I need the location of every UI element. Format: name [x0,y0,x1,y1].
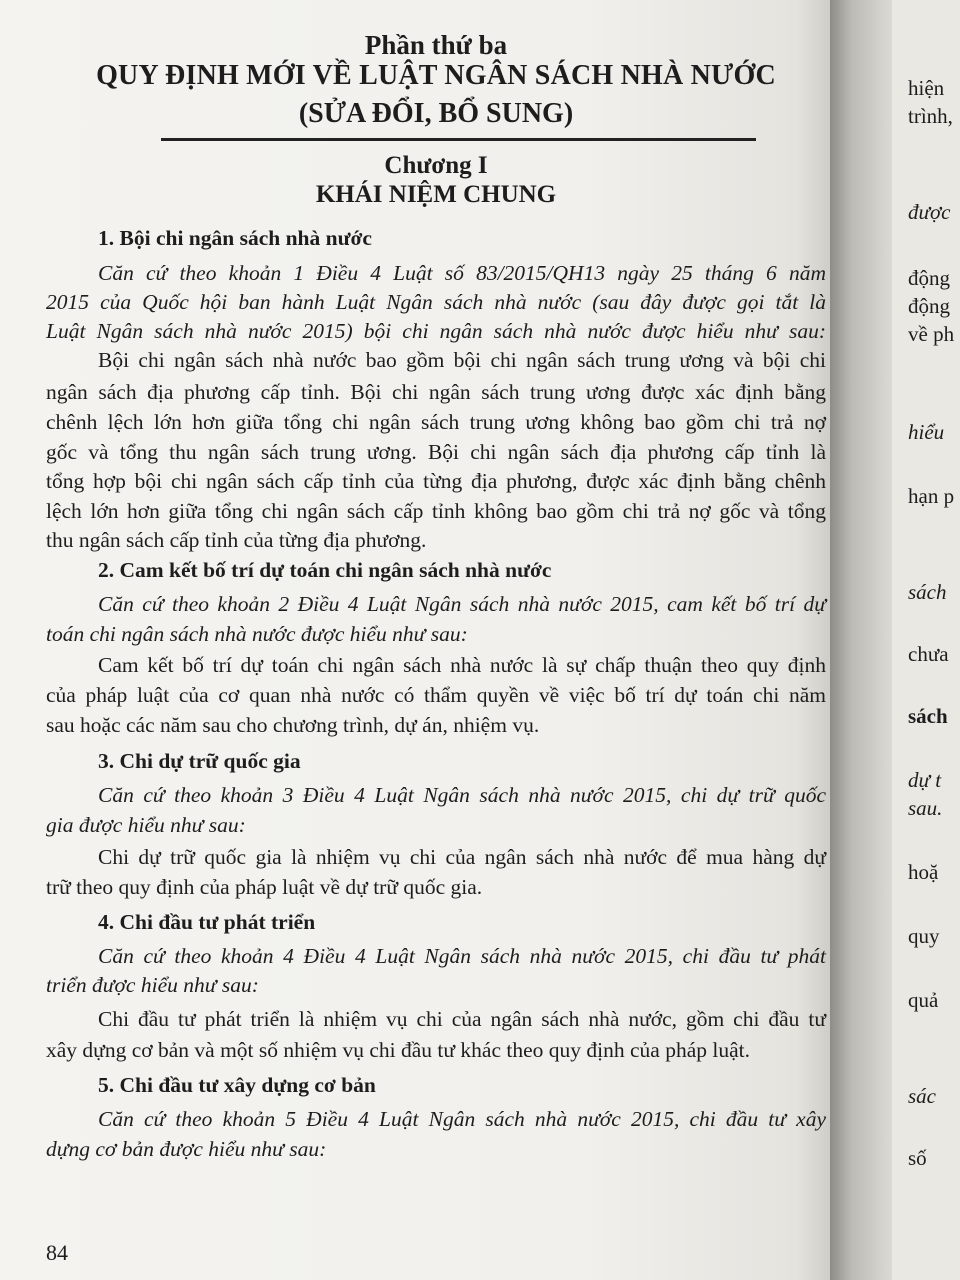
facing-text-fragment: dự t [908,768,942,792]
section-intro-line: Căn cứ theo khoản 3 Điều 4 Luật Ngân sách nhà nước 2015, chi dự trữ quốc [98,783,826,807]
section-heading: 4. Chi đầu tư phát triển [98,910,316,934]
body-line: xây dựng cơ bản và một số nhiệm vụ chi đầu tư khác theo quy định của pháp luật. [46,1038,750,1062]
body-line: Bội chi ngân sách nhà nước bao gồm bội chi ngân sách trung ương và bội chi [98,348,826,372]
section-heading: 3. Chi dự trữ quốc gia [98,749,301,773]
section-intro-line: triển được hiểu như sau: [46,973,259,997]
section-intro-line: 2015 của Quốc hội ban hành Luật Ngân sách nhà nước (sau đây được gọi tắt là [46,290,826,314]
page-number: 84 [46,1240,68,1265]
body-line: của pháp luật của cơ quan nhà nước có thẩm quyền về việc bố trí dự toán chi năm [46,683,826,707]
facing-text-fragment: hiểu [908,420,945,444]
facing-text-fragment: được [908,200,951,224]
facing-text-fragment: sau. [908,796,943,820]
facing-text-fragment: quả [908,988,939,1012]
facing-text-fragment: chưa [908,642,949,666]
section-heading: 2. Cam kết bố trí dự toán chi ngân sách nhà nước [98,558,552,582]
chapter-title: KHÁI NIỆM CHUNG [315,181,557,208]
facing-text-fragment: hiện [908,76,945,100]
facing-text-fragment: về ph [908,322,955,346]
section-intro-line: toán chi ngân sách nhà nước được hiểu như sau: [46,622,468,646]
facing-text-fragment: động [908,294,950,318]
body-line: lệch lớn hơn giữa tổng chi ngân sách cấp tỉnh không bao gồm chi trả nợ gốc và tổng [46,499,826,523]
facing-page-edge [892,0,960,1280]
section-heading: 1. Bội chi ngân sách nhà nước [98,226,372,250]
section-heading: 5. Chi đầu tư xây dựng cơ bản [98,1073,376,1097]
body-line: thu ngân sách cấp tỉnh của từng địa phương. [46,528,427,552]
section-intro-line: gia được hiểu như sau: [46,813,246,837]
section-intro-line: Căn cứ theo khoản 1 Điều 4 Luật số 83/2015/QH13 ngày 25 tháng 6 năm [98,261,826,285]
chapter-label: Chương I [384,152,488,179]
book-gutter [830,0,892,1280]
section-intro-line: Luật Ngân sách nhà nước 2015) bội chi ngân sách nhà nước được hiểu như sau: [46,319,826,343]
facing-text-fragment: sách [908,580,947,604]
facing-text-fragment: động [908,266,950,290]
body-line: ngân sách địa phương cấp tỉnh. Bội chi ngân sách trung ương được xác định bằng [46,380,826,404]
body-line: sau hoặc các năm sau cho chương trình, dự án, nhiệm vụ. [46,713,540,737]
main-subtitle: (SỬA ĐỔI, BỔ SUNG) [298,98,574,129]
facing-text-fragment: quy [908,924,940,948]
body-line: trữ theo quy định của pháp luật về dự trữ quốc gia. [46,875,483,899]
body-line: tổng hợp bội chi ngân sách cấp tỉnh của từng địa phương, được xác định bằng chênh [46,469,826,493]
facing-text-fragment: sác [908,1084,936,1108]
section-intro-line: Căn cứ theo khoản 5 Điều 4 Luật Ngân sách nhà nước 2015, chi đầu tư xây [98,1107,826,1131]
main-title: QUY ĐỊNH MỚI VỀ LUẬT NGÂN SÁCH NHÀ NƯỚC [96,60,776,91]
body-line: gốc và tổng thu ngân sách trung ương. Bội chi ngân sách địa phương cấp tỉnh là [46,440,826,464]
part-label: Phần thứ ba [364,30,508,60]
facing-text-fragment: trình, [908,104,953,128]
facing-text-fragment: hoặ [908,860,939,884]
body-line: Chi đầu tư phát triển là nhiệm vụ chi của ngân sách nhà nước, gồm chi đầu tư [98,1007,826,1031]
section-intro-line: Căn cứ theo khoản 4 Điều 4 Luật Ngân sách nhà nước 2015, chi đầu tư phát [98,944,826,968]
body-line: Chi dự trữ quốc gia là nhiệm vụ chi của ngân sách nhà nước để mua hàng dự [98,845,826,869]
facing-text-fragment: hạn p [908,484,955,508]
facing-text-fragment: sách [908,704,948,728]
body-line: Cam kết bố trí dự toán chi ngân sách nhà nước là sự chấp thuận theo quy định [98,653,826,677]
title-divider [161,138,756,141]
section-intro-line: Căn cứ theo khoản 2 Điều 4 Luật Ngân sách nhà nước 2015, cam kết bố trí dự [98,592,826,616]
body-line: chênh lệch lớn hơn giữa tổng chi ngân sách trung ương không bao gồm chi trả nợ [46,410,826,434]
facing-text-fragment: số [908,1146,927,1170]
section-intro-line: dựng cơ bản được hiểu như sau: [46,1137,327,1161]
